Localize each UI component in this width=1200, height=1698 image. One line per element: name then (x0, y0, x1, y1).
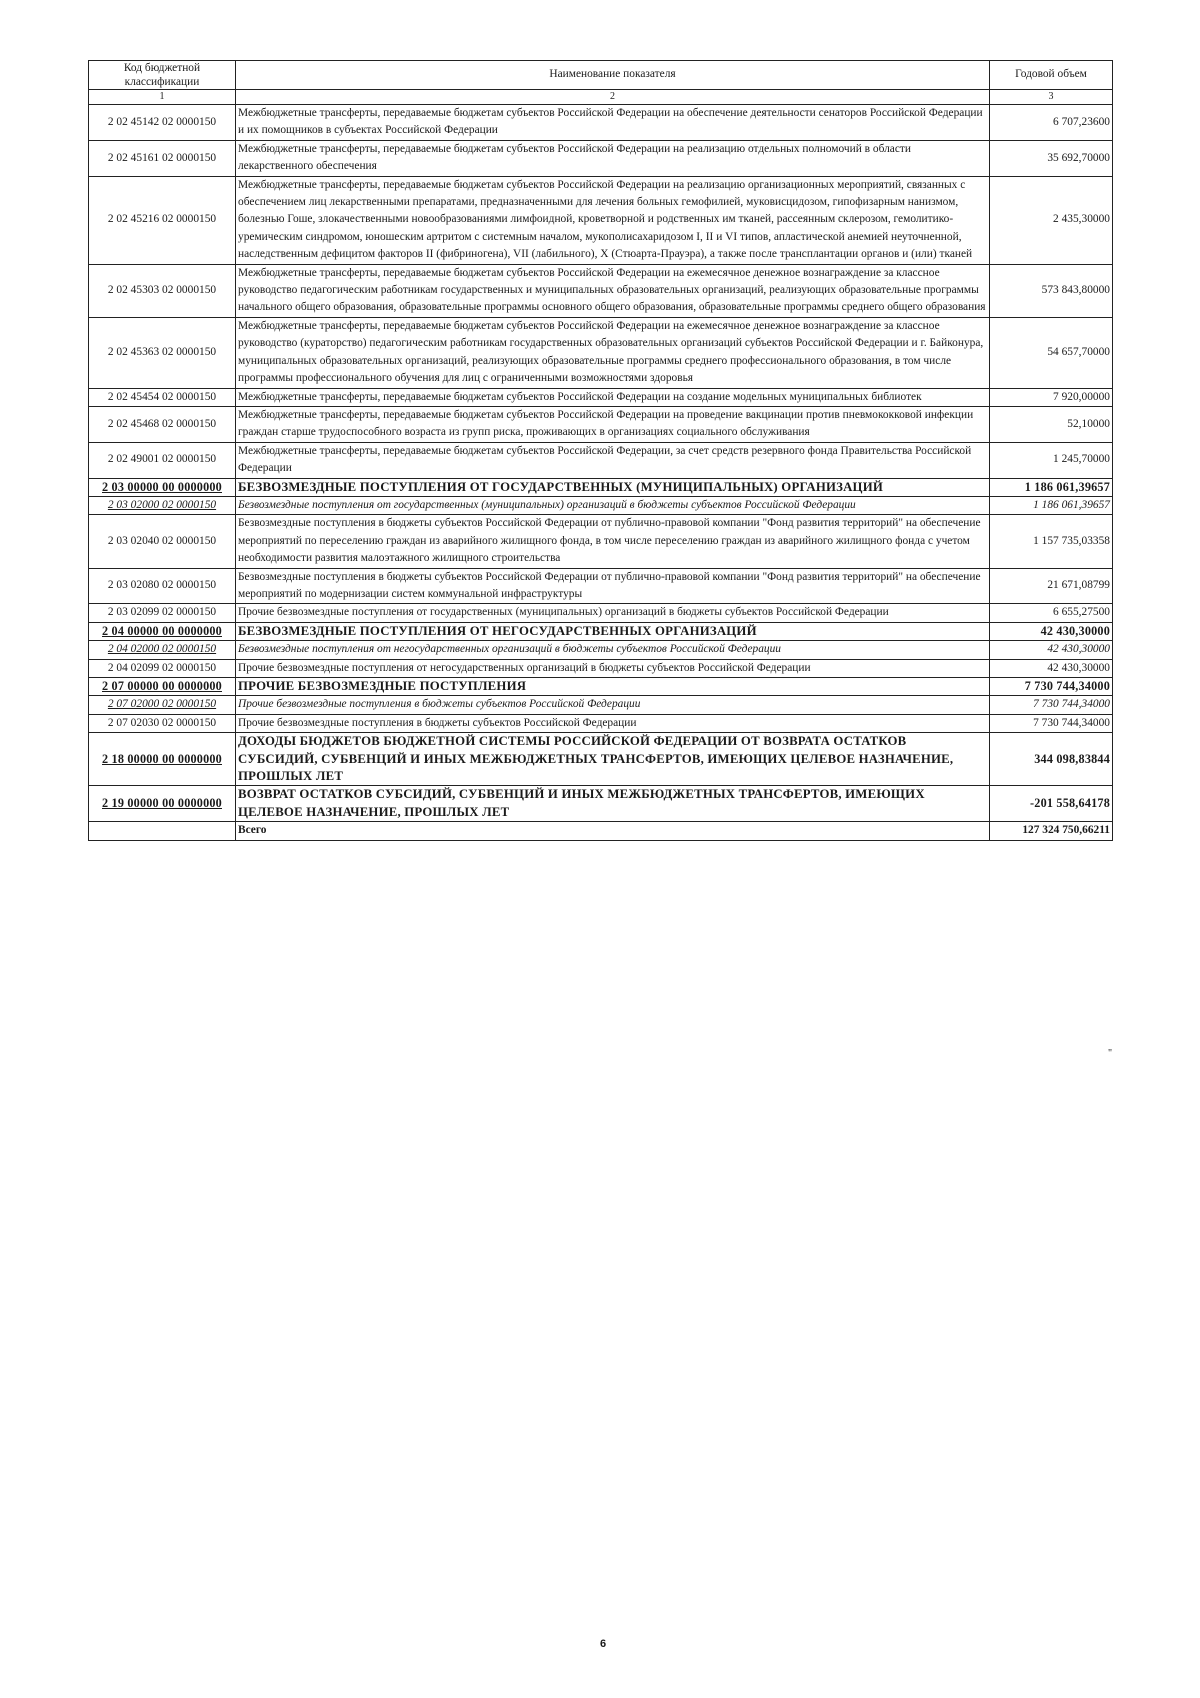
annual-volume-cell: 7 920,00000 (990, 388, 1113, 406)
table-row (89, 388, 1113, 406)
indicator-name-cell: Прочие безвозмездные поступления от государственных (муниципальных) организаций в бюджеты субъектов Российской Федерации (236, 604, 990, 622)
table-row (89, 140, 1113, 176)
budget-code-cell: 2 02 49001 02 0000150 (89, 442, 236, 478)
budget-code-cell: 2 02 45142 02 0000150 (89, 105, 236, 141)
column-number-3: 3 (990, 90, 1113, 105)
annual-volume-cell: -201 558,64178 (990, 786, 1113, 822)
annual-volume-cell: 7 730 744,34000 (990, 696, 1113, 714)
document-page (88, 60, 1112, 841)
annual-volume-cell: 1 245,70000 (990, 442, 1113, 478)
table-body (89, 105, 1113, 841)
indicator-name-cell: Межбюджетные трансферты, передаваемые бюджетам субъектов Российской Федерации на реализацию отдельных полномочий в области лекарственного обеспечения (236, 140, 990, 176)
indicator-name-cell: ВОЗВРАТ ОСТАТКОВ СУБСИДИЙ, СУБВЕНЦИЙ И ИНЫХ МЕЖБЮДЖЕТНЫХ ТРАНСФЕРТОВ, ИМЕЮЩИХ ЦЕЛЕВОЕ НАЗНАЧЕНИЕ, ПРОШЛЫХ ЛЕТ (236, 786, 990, 822)
table-row (89, 696, 1113, 714)
column-number-1: 1 (89, 90, 236, 105)
budget-code-cell: 2 02 45216 02 0000150 (89, 176, 236, 264)
annual-volume-cell: 35 692,70000 (990, 140, 1113, 176)
table-header (89, 61, 1113, 105)
annual-volume-cell: 54 657,70000 (990, 317, 1113, 388)
table-row (89, 515, 1113, 568)
annual-volume-cell: 6 707,23600 (990, 105, 1113, 141)
indicator-name-cell: Прочие безвозмездные поступления в бюджеты субъектов Российской Федерации (236, 696, 990, 714)
annual-volume-cell: 1 186 061,39657 (990, 478, 1113, 496)
budget-code-cell: 2 04 02000 02 0000150 (89, 641, 236, 659)
indicator-name-cell: Прочие безвозмездные поступления от негосударственных организаций в бюджеты субъектов Российской Федерации (236, 659, 990, 677)
column-number-2: 2 (236, 90, 990, 105)
table-row (89, 568, 1113, 604)
indicator-name-cell: Безвозмездные поступления от государственных (муниципальных) организаций в бюджеты субъектов Российской Федерации (236, 496, 990, 514)
header-volume: Годовой объем (990, 61, 1113, 90)
indicator-name-cell: Безвозмездные поступления в бюджеты субъектов Российской Федерации от публично-правовой компании "Фонд развития территорий" на обеспечение мероприятий по переселению граждан из аварийного жилищного фонда, в том числе переселению граждан из аварийного жилищного фонда с учетом необходимости развития малоэтажного жилищного строительства (236, 515, 990, 568)
budget-code-cell: 2 03 02080 02 0000150 (89, 568, 236, 604)
table-row (89, 659, 1113, 677)
table-row (89, 442, 1113, 478)
indicator-name-cell: Межбюджетные трансферты, передаваемые бюджетам субъектов Российской Федерации на проведение вакцинации против пневмококковой инфекции граждан старше трудоспособного возраста из групп риска, проживающих в организациях социального обслуживания (236, 406, 990, 442)
indicator-name-cell: БЕЗВОЗМЕЗДНЫЕ ПОСТУПЛЕНИЯ ОТ НЕГОСУДАРСТВЕННЫХ ОРГАНИЗАЦИЙ (236, 622, 990, 640)
indicator-name-cell: БЕЗВОЗМЕЗДНЫЕ ПОСТУПЛЕНИЯ ОТ ГОСУДАРСТВЕННЫХ (МУНИЦИПАЛЬНЫХ) ОРГАНИЗАЦИЙ (236, 478, 990, 496)
budget-revenue-table (88, 60, 1113, 841)
budget-code-cell: 2 19 00000 00 0000000 (89, 786, 236, 822)
indicator-name-cell: Межбюджетные трансферты, передаваемые бюджетам субъектов Российской Федерации на ежемесячное денежное вознаграждение за классное руководство педагогическим работникам государственных и муниципальных образовательных организаций, реализующих образовательные программы начального общего образования, образовательные программы основного общего образования, образовательные программы среднего общего образования (236, 264, 990, 317)
indicator-name-cell: Межбюджетные трансферты, передаваемые бюджетам субъектов Российской Федерации на обеспечение деятельности сенаторов Российской Федерации и их помощников в субъектах Российской Федерации (236, 105, 990, 141)
budget-code-cell: 2 02 45454 02 0000150 (89, 388, 236, 406)
annual-volume-cell: 6 655,27500 (990, 604, 1113, 622)
budget-code-cell: 2 02 45161 02 0000150 (89, 140, 236, 176)
budget-code-cell: 2 03 02099 02 0000150 (89, 604, 236, 622)
indicator-name-cell: Межбюджетные трансферты, передаваемые бюджетам субъектов Российской Федерации на создание модельных муниципальных библиотек (236, 388, 990, 406)
indicator-name-cell: Безвозмездные поступления в бюджеты субъектов Российской Федерации от публично-правовой компании "Фонд развития территорий" на обеспечение мероприятий по модернизации систем коммунальной инфраструктуры (236, 568, 990, 604)
annual-volume-cell: 2 435,30000 (990, 176, 1113, 264)
indicator-name-cell: ДОХОДЫ БЮДЖЕТОВ БЮДЖЕТНОЙ СИСТЕМЫ РОССИЙСКОЙ ФЕДЕРАЦИИ ОТ ВОЗВРАТА ОСТАТКОВ СУБСИДИЙ, СУБВЕНЦИЙ И ИНЫХ МЕЖБЮДЖЕТНЫХ ТРАНСФЕРТОВ, ИМЕЮЩИХ ЦЕЛЕВОЕ НАЗНАЧЕНИЕ, ПРОШЛЫХ ЛЕТ (236, 733, 990, 786)
table-row (89, 176, 1113, 264)
budget-code-cell: 2 18 00000 00 0000000 (89, 733, 236, 786)
budget-code-cell: 2 04 00000 00 0000000 (89, 622, 236, 640)
budget-code-cell: 2 03 02000 02 0000150 (89, 496, 236, 514)
budget-code-cell: 2 07 02000 02 0000150 (89, 696, 236, 714)
page-number: 6 (600, 1638, 607, 1650)
table-row (89, 317, 1113, 388)
indicator-name-cell: Прочие безвозмездные поступления в бюджеты субъектов Российской Федерации (236, 714, 990, 732)
table-row (89, 604, 1113, 622)
table-row (89, 786, 1113, 822)
header-code: Код бюджетной классификации (89, 61, 236, 90)
header-row (89, 61, 1113, 90)
annual-volume-cell: 52,10000 (990, 406, 1113, 442)
indicator-name-cell: Межбюджетные трансферты, передаваемые бюджетам субъектов Российской Федерации на ежемесячное денежное вознаграждение за классное руководство (кураторство) педагогическим работникам государственных образовательных организаций субъектов Российской Федерации и г. Байконура, муниципальных образовательных организаций, реализующих образовательные программы среднего профессионального образования, в том числе программы профессионального обучения для лиц с ограниченными возможностями здоровья (236, 317, 990, 388)
table-row (89, 822, 1113, 840)
annual-volume-cell: 7 730 744,34000 (990, 714, 1113, 732)
budget-code-cell: 2 02 45363 02 0000150 (89, 317, 236, 388)
indicator-name-cell: ПРОЧИЕ БЕЗВОЗМЕЗДНЫЕ ПОСТУПЛЕНИЯ (236, 678, 990, 696)
annual-volume-cell: 21 671,08799 (990, 568, 1113, 604)
closing-quote: " (1108, 1048, 1113, 1059)
table-row (89, 264, 1113, 317)
budget-code-cell: 2 02 45468 02 0000150 (89, 406, 236, 442)
annual-volume-cell: 7 730 744,34000 (990, 678, 1113, 696)
indicator-name-cell: Межбюджетные трансферты, передаваемые бюджетам субъектов Российской Федерации на реализацию организационных мероприятий, связанных с обеспечением лиц лекарственными препаратами, предназначенными для лечения больных гемофилией, муковисцидозом, гипофизарным нанизмом, болезнью Гоше, злокачественными новообразованиями лимфоидной, кроветворной и родственных им тканей, рассеянным склерозом, гемолитико-уремическим синдромом, юношеским артритом с системным началом, мукополисахаридозом I, II и VI типов, апластической анемией неуточненной, наследственным дефицитом факторов II (фибриногена), VII (лабильного), X (Стюарта-Прауэра), а также после трансплантации органов и (или) тканей (236, 176, 990, 264)
budget-code-cell: 2 02 45303 02 0000150 (89, 264, 236, 317)
annual-volume-cell: 1 157 735,03358 (990, 515, 1113, 568)
annual-volume-cell: 42 430,30000 (990, 622, 1113, 640)
annual-volume-cell: 127 324 750,66211 (990, 822, 1113, 840)
header-name: Наименование показателя (236, 61, 990, 90)
table-row (89, 714, 1113, 732)
indicator-name-cell: Безвозмездные поступления от негосударственных организаций в бюджеты субъектов Российской Федерации (236, 641, 990, 659)
table-row (89, 641, 1113, 659)
annual-volume-cell: 573 843,80000 (990, 264, 1113, 317)
budget-code-cell (89, 822, 236, 840)
column-number-row (89, 90, 1113, 105)
budget-code-cell: 2 07 02030 02 0000150 (89, 714, 236, 732)
annual-volume-cell: 42 430,30000 (990, 641, 1113, 659)
indicator-name-cell: Межбюджетные трансферты, передаваемые бюджетам субъектов Российской Федерации, за счет средств резервного фонда Правительства Российской Федерации (236, 442, 990, 478)
table-row (89, 105, 1113, 141)
table-row (89, 496, 1113, 514)
budget-code-cell: 2 04 02099 02 0000150 (89, 659, 236, 677)
annual-volume-cell: 344 098,83844 (990, 733, 1113, 786)
budget-code-cell: 2 03 02040 02 0000150 (89, 515, 236, 568)
budget-code-cell: 2 03 00000 00 0000000 (89, 478, 236, 496)
indicator-name-cell: Всего (236, 822, 990, 840)
budget-code-cell: 2 07 00000 00 0000000 (89, 678, 236, 696)
table-row (89, 678, 1113, 696)
table-row (89, 478, 1113, 496)
table-row (89, 406, 1113, 442)
annual-volume-cell: 1 186 061,39657 (990, 496, 1113, 514)
table-row (89, 733, 1113, 786)
annual-volume-cell: 42 430,30000 (990, 659, 1113, 677)
table-row (89, 622, 1113, 640)
